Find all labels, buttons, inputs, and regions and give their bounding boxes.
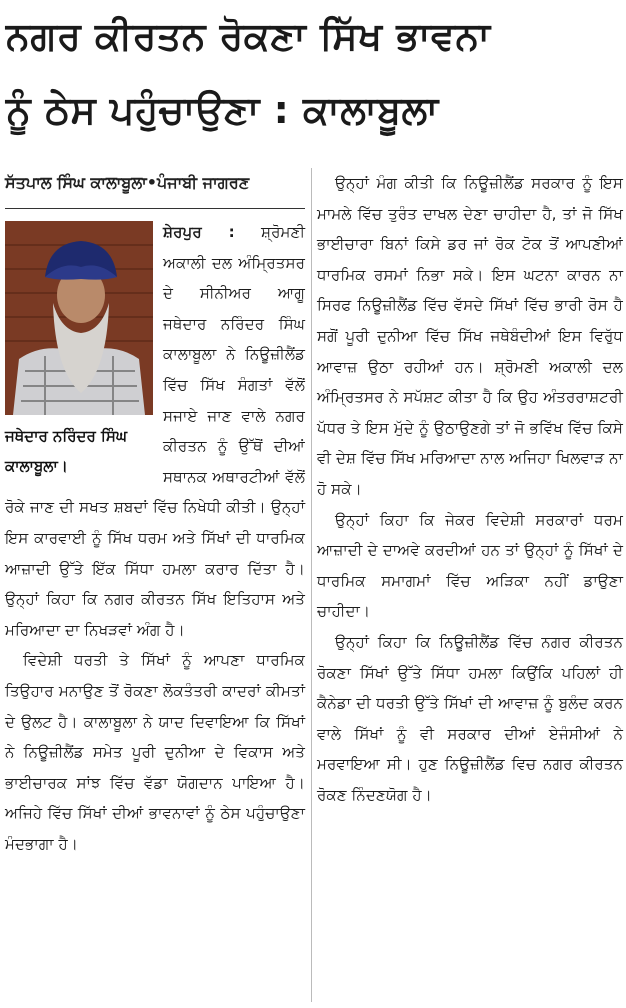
portrait-photo xyxy=(5,221,153,415)
dateline: ਸ਼ੇਰਪੁਰ : xyxy=(163,223,235,241)
paragraph-1-text: ਸ਼੍ਰੋਮਣੀ ਅਕਾਲੀ ਦਲ ਅੰਮ੍ਰਿਤਸਰ ਦੇ ਸੀਨੀਅਰ ਆਗੂ ਜਥੇਦਾਰ ਨਰਿੰਦਰ ਸਿੰਘ ਕਾਲਾਬੂਲਾ ਨੇ ਨਿਊਜ਼ੀਲੈਂਡ ਵਿੱਚ ਸਿੱਖ ਸੰਗਤਾਂ ਵੱਲੋਂ ਸਜਾਏ ਜਾਣ ਵਾਲੇ ਨਗਰ ਕੀਰਤਨ ਨੂੰ ਉੱਥੋਂ ਦੀਆਂ ਸਥਾਨਕ ਅਥਾਰਟੀਆਂ ਵੱਲੋਂ ਰੋਕੇ ਜਾਣ ਦੀ ਸਖਤ ਸ਼ਬਦਾਂ ਵਿੱਚ ਨਿਖੇਧੀ ਕੀਤੀ। ਉਨ੍ਹਾਂ ਇਸ ਕਾਰਵਾਈ ਨੂੰ ਸਿੱਖ ਧਰਮ ਅਤੇ ਸਿੱਖਾਂ ਦੀ ਧਾਰਮਿਕ ਆਜ਼ਾਦੀ ਉੱਤੇ ਇੱਕ ਸਿੱਧਾ ਹਮਲਾ ਕਰਾਰ ਦਿੱਤਾ ਹੈ। ਉਨ੍ਹਾਂ ਕਿਹਾ ਕਿ ਨਗਰ ਕੀਰਤਨ ਸਿੱਖ ਇਤਿਹਾਸ ਅਤੇ ਮਰਿਆਦਾ ਦਾ ਨਿਖੜਵਾਂ ਅੰਗ ਹੈ। xyxy=(5,223,306,639)
column-divider xyxy=(311,168,312,1002)
article-right-column xyxy=(317,168,623,1008)
article-left-column xyxy=(5,168,305,1008)
photo-caption: ਜਥੇਦਾਰ ਨਰਿੰਦਰ ਸਿੰਘ ਕਾਲਾਬੂਲਾ। xyxy=(5,427,127,475)
portrait-figure xyxy=(5,221,155,481)
byline-divider xyxy=(5,208,305,209)
headline-line-1: ਨਗਰ ਕੀਰਤਨ ਰੋਕਣਾ ਸਿੱਖ ਭਾਵਨਾ xyxy=(6,14,491,58)
paragraph-3: ਉਨ੍ਹਾਂ ਮੰਗ ਕੀਤੀ ਕਿ ਨਿਊਜ਼ੀਲੈਂਡ ਸਰਕਾਰ ਨੂੰ ਇਸ ਮਾਮਲੇ ਵਿੱਚ ਤੁਰੰਤ ਦਾਖਲ ਦੇਣਾ ਚਾਹੀਦਾ ਹੈ, ਤਾਂ ਜੋ ਸਿੱਖ ਭਾਈਚਾਰਾ ਬਿਨਾਂ ਕਿਸੇ ਡਰ ਜਾਂ ਰੋਕ ਟੋਕ ਤੋਂ ਆਪਣੀਆਂ ਧਾਰਮਿਕ ਰਸਮਾਂ ਨਿਭਾ ਸਕੇ। ਇਸ ਘਟਨਾ ਕਾਰਨ ਨਾ ਸਿਰਫ ਨਿਊਜ਼ੀਲੈਂਡ ਵਿੱਚ ਵੱਸਦੇ ਸਿੱਖਾਂ ਵਿੱਚ ਭਾਰੀ ਰੋਸ ਹੈ ਸਗੋਂ ਪੂਰੀ ਦੁਨੀਆ ਵਿੱਚ ਸਿੱਖ ਜਥੇਬੰਦੀਆਂ ਇਸ ਵਿਰੁੱਧ ਆਵਾਜ਼ ਉਠਾ ਰਹੀਆਂ ਹਨ। ਸ਼੍ਰੋਮਣੀ ਅਕਾਲੀ ਦਲ ਅੰਮ੍ਰਿਤਸਰ ਨੇ ਸਪੱਸ਼ਟ ਕੀਤਾ ਹੈ ਕਿ ਉਹ ਅੰਤਰਰਾਸ਼ਟਰੀ ਪੱਧਰ ਤੇ ਇਸ ਮੁੱਦੇ ਨੂੰ ਉਠਾਉਣਗੇ ਤਾਂ ਜੋ ਭਵਿੱਖ ਵਿੱਚ ਕਿਸੇ ਵੀ ਦੇਸ਼ ਵਿੱਚ ਸਿੱਖ ਮਰਿਆਦਾ ਨਾਲ ਅਜਿਹਾ ਖਿਲਵਾੜ ਨਾ ਹੋ ਸਕੇ। xyxy=(317,174,623,498)
headline-line-2: ਨੂੰ ਠੇਸ ਪਹੁੰਚਾਉਣਾ : ਕਾਲਾਬੂਲਾ xyxy=(6,88,439,132)
paragraph-2: ਵਿਦੇਸ਼ੀ ਧਰਤੀ ਤੇ ਸਿੱਖਾਂ ਨੂੰ ਆਪਣਾ ਧਾਰਮਿਕ ਤਿਉਹਾਰ ਮਨਾਉਣ ਤੋਂ ਰੋਕਣਾ ਲੋਕਤੰਤਰੀ ਕਾਦਰਾਂ ਕੀਮਤਾਂ ਦੇ ਉਲਟ ਹੈ। ਕਾਲਾਬੂਲਾ ਨੇ ਯਾਦ ਦਿਵਾਇਆ ਕਿ ਸਿੱਖਾਂ ਨੇ ਨਿਊਜ਼ੀਲੈਂਡ ਸਮੇਤ ਪੂਰੀ ਦੁਨੀਆ ਦੇ ਵਿਕਾਸ ਅਤੇ ਭਾਈਚਾਰਕ ਸਾਂਝ ਵਿੱਚ ਵੱਡਾ ਯੋਗਦਾਨ ਪਾਇਆ ਹੈ। ਅਜਿਹੇ ਵਿੱਚ ਸਿੱਖਾਂ ਦੀਆਂ ਭਾਵਨਾਵਾਂ ਨੂੰ ਠੇਸ ਪਹੁੰਚਾਉਣਾ ਮੰਦਭਾਗਾ ਹੈ। xyxy=(5,651,305,853)
paragraph-4: ਉਨ੍ਹਾਂ ਕਿਹਾ ਕਿ ਜੇਕਰ ਵਿਦੇਸ਼ੀ ਸਰਕਾਰਾਂ ਧਰਮ ਆਜ਼ਾਦੀ ਦੇ ਦਾਅਵੇ ਕਰਦੀਆਂ ਹਨ ਤਾਂ ਉਨ੍ਹਾਂ ਨੂੰ ਸਿੱਖਾਂ ਦੇ ਧਾਰਮਿਕ ਸਮਾਗਮਾਂ ਵਿੱਚ ਅੜਿਕਾ ਨਹੀਂ ਡਾਉਣਾ ਚਾਹੀਦਾ। xyxy=(317,510,623,621)
byline: ਸੱਤਪਾਲ ਸਿੰਘ ਕਾਲਾਬੂਲਾ•ਪੰਜਾਬੀ ਜਾਗਰਣ xyxy=(5,173,250,192)
paragraph-5: ਉਨ੍ਹਾਂ ਕਿਹਾ ਕਿ ਨਿਊਜ਼ੀਲੈਂਡ ਵਿੱਚ ਨਗਰ ਕੀਰਤਨ ਰੋਕਣਾ ਸਿੱਖਾਂ ਉੱਤੇ ਸਿੱਧਾ ਹਮਲਾ ਕਿਉਂਕਿ ਪਹਿਲਾਂ ਹੀ ਕੈਨੇਡਾ ਦੀ ਧਰਤੀ ਉੱਤੇ ਸਿੱਖਾਂ ਦੀ ਆਵਾਜ਼ ਨੂੰ ਬੁਲੰਦ ਕਰਨ ਵਾਲੇ ਸਿੱਖਾਂ ਨੂੰ ਵੀ ਸਰਕਾਰ ਦੀਆਂ ਏਜੰਸੀਆਂ ਨੇ ਮਰਵਾਇਆ ਸੀ। ਹੁਣ ਨਿਊਜ਼ੀਲੈਂਡ ਵਿਚ ਨਗਰ ਕੀਰਤਨ ਰੋਕਣ ਨਿੰਦਣਯੋਗ ਹੈ। xyxy=(317,632,623,804)
